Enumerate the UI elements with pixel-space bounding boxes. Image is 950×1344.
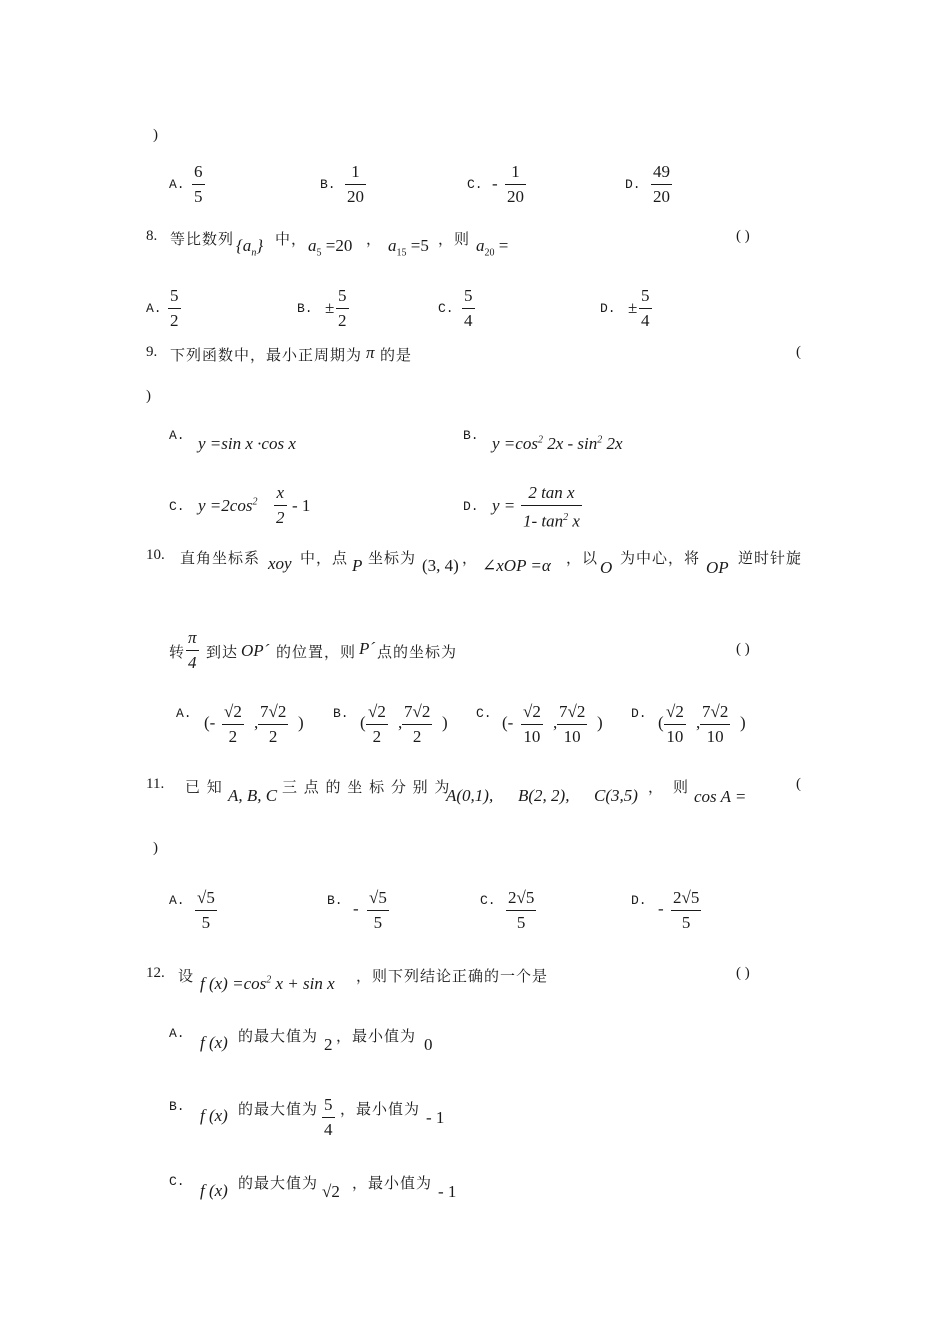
q12-option-c-label: C. (169, 1174, 185, 1189)
q9-pi: π (366, 343, 375, 362)
q10-option-b-open: ( (360, 713, 366, 732)
q12-option-a-text-2: ，最小值为 (336, 1027, 417, 1045)
q8-text-1: 等比数列 (170, 230, 235, 248)
q10-option-b-y: 7√2 2 (404, 702, 431, 746)
q9-option-c-pre: $y =2\cos^2$ (198, 496, 258, 515)
q8-option-a-label: A. (146, 301, 162, 316)
q9-option-d-pre: y = (492, 496, 516, 515)
q11-comma: ， (648, 778, 665, 796)
q10-option-c-comma: , (553, 713, 558, 732)
q10-option-d-close: ) (740, 713, 746, 732)
q9-text: 下列函数中，最小正周期为 (170, 346, 363, 364)
q11-option-d-label: D. (631, 893, 647, 908)
q8-option-d-label: D. (600, 301, 616, 316)
q10-option-d-open: ( (658, 713, 664, 732)
q11-cos-a: cos A = (694, 787, 747, 806)
q7-option-c-sign: - (492, 174, 498, 193)
q10-option-b-close: ) (442, 713, 448, 732)
q12-answer-paren: ( ) (736, 965, 750, 981)
q10-option-d-comma: , (696, 713, 701, 732)
q12-option-b-text-2: ，最小值为 (340, 1100, 421, 1118)
q10-coordinates: (3, 4) (422, 556, 459, 575)
q10-line2-text-2: 到达 (206, 643, 239, 661)
q7-option-a-fraction: 6 5 (194, 162, 203, 206)
q9-paren-open: ( (796, 344, 801, 360)
q7-option-d-fraction: 49 20 (653, 162, 670, 206)
q9-option-b-label: B. (463, 428, 479, 443)
q10-option-a-open: (- (204, 713, 216, 732)
q10-option-c-open: (- (502, 713, 514, 732)
q10-option-c-y: 7√2 10 (559, 702, 586, 746)
q12-option-c-f: f (x) (200, 1181, 228, 1200)
q11-option-d-sign: - (658, 899, 664, 918)
q8-answer-paren: ( ) (736, 228, 750, 244)
q10-line2-text-3: 的位置，则 (276, 643, 357, 661)
q12-option-c-text-2: ，最小值为 (352, 1174, 433, 1192)
q10-number: 10. (146, 547, 165, 563)
q9-option-d-label: D. (463, 499, 479, 514)
q10-option-d-x: √2 10 (666, 702, 684, 746)
q10-rotation-fraction: π 4 (188, 628, 197, 672)
q10-answer-paren: ( ) (736, 641, 750, 657)
q8-option-b-label: B. (297, 301, 313, 316)
q10-line2-text-1: 转 (169, 643, 186, 661)
q10-xoy: xoy (268, 554, 292, 573)
q12-option-b-f: f (x) (200, 1106, 228, 1125)
q8-sequence: $\{a_n\}$ (236, 236, 264, 259)
q11-number: 11. (146, 776, 165, 792)
q8-a5: $a_5 =20$ (308, 236, 353, 259)
q8-option-c-fraction: 5 4 (464, 286, 473, 330)
q10-text-3: 坐标为 (368, 549, 417, 567)
q10-p-prime: P´ (359, 639, 376, 658)
q9-option-c-label: C. (169, 499, 185, 514)
q11-text-1: 已 知 (185, 778, 223, 796)
q8-number: 8. (146, 228, 158, 244)
q10-option-a-close: ) (298, 713, 304, 732)
q12-option-a-min: 0 (424, 1035, 433, 1054)
q10-text-5: 为中心，将 (620, 549, 701, 567)
q8-option-d-fraction: 5 4 (641, 286, 650, 330)
q8-text-3: ，则 (438, 230, 471, 248)
q7-option-b-fraction: 1 20 (347, 162, 364, 206)
q10-option-d-y: 7√2 10 (702, 702, 729, 746)
q9-option-d-fraction: 2 tan x 1- $\tan^2 x$ (523, 483, 580, 531)
q7-option-d-label: D. (625, 177, 641, 192)
q11-paren-close: ) (153, 840, 158, 856)
q11-option-a-fraction: √5 5 (197, 888, 215, 932)
q11-option-d-fraction: 2√5 5 (673, 888, 700, 932)
q9-option-b-expr: $y =\cos^2$ $2x - \sin^2 2x$ (492, 434, 623, 453)
q9-paren-close: ) (146, 388, 151, 404)
q10-text-2: 中，点 (300, 549, 349, 567)
q11-text-2: 三 点 的 坐 标 分 别 为 (282, 778, 451, 796)
q11-option-b-fraction: √5 5 (369, 888, 387, 932)
q10-text-1: 直角坐标系 (180, 549, 261, 567)
q12-option-a-max: 2 (324, 1035, 333, 1054)
q12-option-a-label: A. (169, 1026, 185, 1041)
q7-option-c-fraction: 1 20 (507, 162, 524, 206)
q10-line2-text-4: 点的坐标为 (377, 643, 458, 661)
q10-option-a-x: √2 2 (224, 702, 242, 746)
q7-option-b-label: B. (320, 177, 336, 192)
q11-option-c-label: C. (480, 893, 496, 908)
q11-point-a: A(0,1), (446, 786, 494, 805)
q10-option-a-y: 7√2 2 (260, 702, 287, 746)
q12-option-c-min: - 1 (438, 1182, 457, 1201)
q10-text-4: ，以 (566, 549, 599, 567)
q12-option-a-f: f (x) (200, 1033, 228, 1052)
q12-number: 12. (146, 965, 165, 981)
q11-point-c: C(3,5) (594, 786, 638, 805)
q12-option-c-max: √2 (322, 1182, 340, 1201)
q11-points: A, B, C (228, 786, 278, 805)
q10-point-p: P (352, 556, 363, 575)
q10-option-c-close: ) (597, 713, 603, 732)
q8-a20: $a_{20}$ = (476, 236, 509, 259)
q11-text-3: 则 (673, 778, 690, 796)
q12-option-a-text-1: 的最大值为 (238, 1027, 319, 1045)
q10-option-c-x: √2 10 (523, 702, 541, 746)
q8-option-a-fraction: 5 2 (170, 286, 179, 330)
q10-op: OP (706, 558, 729, 577)
q12-text-2: ，则下列结论正确的一个是 (356, 967, 549, 985)
q10-option-b-label: B. (333, 706, 349, 721)
q8-option-c-label: C. (438, 301, 454, 316)
q9-option-a-label: A. (169, 428, 185, 443)
q11-option-a-label: A. (169, 893, 185, 908)
q10-text-6: 逆时针旋 (738, 549, 803, 567)
q7-paren-close: ) (153, 127, 158, 143)
q11-paren-open: ( (796, 776, 801, 792)
q10-option-a-comma: , (254, 713, 259, 732)
q12-option-b-max-fraction: 5 4 (324, 1095, 333, 1139)
q12-text-1: 设 (178, 967, 195, 985)
q11-option-b-label: B. (327, 893, 343, 908)
q12-option-b-label: B. (169, 1099, 185, 1114)
q12-option-c-text-1: 的最大值为 (238, 1174, 319, 1192)
q12-function: f $(x) =\cos^2$ x + sin x (200, 974, 335, 993)
q9-text-end: 的是 (380, 346, 413, 364)
q8-comma: ， (366, 230, 383, 248)
q10-point-o: O (600, 558, 613, 577)
q8-a15: $a_{15} =5$ (388, 236, 429, 259)
q12-option-b-min: - 1 (426, 1108, 445, 1127)
q11-point-b: B(2, 2), (518, 786, 570, 805)
q8-option-d-sign: ± (628, 298, 638, 317)
q8-text-2: 中， (275, 230, 308, 248)
q10-option-b-comma: , (398, 713, 403, 732)
q10-angle: ∠xOP =α (482, 556, 551, 575)
q12-option-b-text-1: 的最大值为 (238, 1100, 319, 1118)
q11-option-c-fraction: 2√5 5 (508, 888, 535, 932)
q7-option-c-label: C. (467, 177, 483, 192)
q8-option-b-fraction: 5 2 (338, 286, 347, 330)
q11-option-b-sign: - (353, 899, 359, 918)
q8-option-b-sign: ± (325, 298, 335, 317)
q7-option-a-label: A. (169, 177, 185, 192)
q9-option-a-expr: y =sin x ·cos x (198, 434, 296, 453)
q10-option-c-label: C. (476, 706, 492, 721)
q9-option-c-end: - 1 (292, 496, 311, 515)
q10-option-a-label: A. (176, 706, 192, 721)
q10-op-prime: OP´ (241, 641, 270, 660)
q10-option-b-x: √2 2 (368, 702, 386, 746)
q10-comma: ， (462, 549, 479, 567)
q9-number: 9. (146, 344, 158, 360)
q9-option-c-fraction: x 2 (276, 483, 285, 527)
q10-option-d-label: D. (631, 706, 647, 721)
